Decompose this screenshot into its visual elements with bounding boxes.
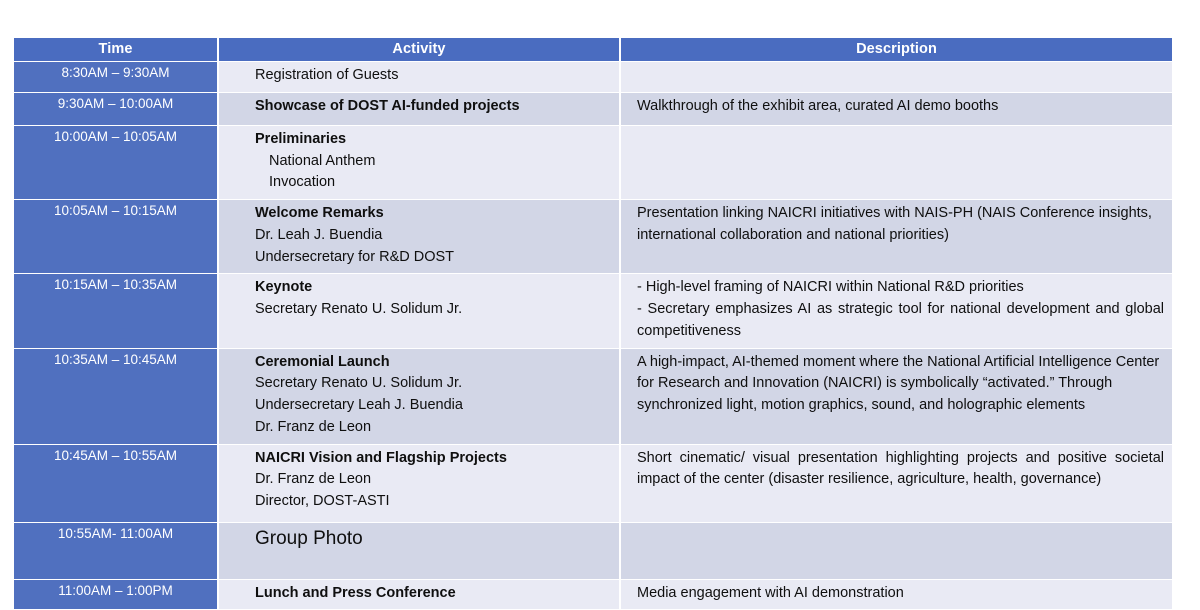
table-row <box>14 274 1172 348</box>
description-line: Short cinematic/ visual presentation highlighting projects and positive societal impact of the center (disaster resilience, agriculture, health, governance) <box>637 449 1164 488</box>
cell-time <box>14 522 218 579</box>
time-text: 9:30AM – 10:00AM <box>57 95 174 111</box>
cell-description <box>620 62 1172 93</box>
time-text: 11:00AM – 1:00PM <box>58 582 173 598</box>
activity-line: Undersecretary for R&D DOST <box>255 248 455 265</box>
table-row <box>14 522 1172 579</box>
activity-line: National Anthem <box>269 152 376 169</box>
event-agenda-table <box>14 38 1172 610</box>
cell-description <box>620 274 1172 348</box>
time-text: 10:35AM – 10:45AM <box>53 351 178 367</box>
activity-line: Dr. Franz de Leon <box>255 418 372 435</box>
cell-activity <box>218 274 620 348</box>
cell-time <box>14 125 218 199</box>
time-text: 10:05AM – 10:15AM <box>53 203 178 218</box>
cell-time <box>14 200 218 274</box>
activity-line: Keynote <box>255 279 313 296</box>
activity-line: Showcase of DOST AI-funded projects <box>255 97 520 114</box>
time-text: 10:00AM – 10:05AM <box>53 128 178 144</box>
cell-description <box>620 348 1172 444</box>
cell-activity <box>218 579 620 610</box>
table-row <box>14 92 1172 125</box>
activity-line: Registration of Guests <box>255 67 399 83</box>
table-row <box>14 444 1172 522</box>
activity-line: Welcome Remarks <box>255 205 384 221</box>
activity-line: Secretary Renato U. Solidum Jr. <box>255 375 463 392</box>
cell-activity <box>218 522 620 579</box>
cell-description <box>620 579 1172 610</box>
cell-activity <box>218 125 620 199</box>
column-header-time: Time <box>14 38 218 62</box>
cell-description <box>620 444 1172 522</box>
time-text: 8:30AM – 9:30AM <box>61 65 170 80</box>
table-row <box>14 579 1172 610</box>
cell-activity <box>218 444 620 522</box>
description-line: - Secretary emphasizes AI as strategic tool for national development and global competitiveness <box>637 301 1164 339</box>
activity-line: Lunch and Press Conference <box>255 584 456 601</box>
activity-line: Ceremonial Launch <box>255 353 390 370</box>
column-header-description: Description <box>620 38 1172 62</box>
cell-time <box>14 274 218 348</box>
description-line: A high-impact, AI-themed moment where the National Artificial Intelligence Center for Research and Innovation (NAICRI) is symbolically “activated.” Through synchronized light, motion graphics, sound, and holographic elements <box>637 353 1160 413</box>
activity-line: Invocation <box>269 174 336 191</box>
cell-time <box>14 62 218 93</box>
activity-line: Dr. Leah J. Buendia <box>255 226 383 243</box>
header-row <box>14 38 1172 62</box>
cell-time <box>14 444 218 522</box>
table-row <box>14 62 1172 93</box>
activity-line: NAICRI Vision and Flagship Projects <box>255 449 507 466</box>
time-text: 10:15AM – 10:35AM <box>53 277 178 293</box>
activity-line: Group Photo <box>255 527 363 549</box>
cell-activity <box>218 200 620 274</box>
activity-line: Director, DOST-ASTI <box>255 493 390 509</box>
table-row <box>14 200 1172 274</box>
table-row <box>14 125 1172 199</box>
cell-description <box>620 522 1172 579</box>
cell-activity <box>218 62 620 93</box>
activity-line: Preliminaries <box>255 130 347 147</box>
cell-description <box>620 92 1172 125</box>
description-line: Media engagement with AI demonstration <box>637 584 904 601</box>
activity-line: Undersecretary Leah J. Buendia <box>255 397 463 413</box>
description-line: Presentation linking NAICRI initiatives with NAIS-PH (NAIS Conference insights, international collaboration and national priorities) <box>637 205 1152 243</box>
cell-time <box>14 348 218 444</box>
time-text: 10:55AM- 11:00AM <box>57 525 174 541</box>
cell-description <box>620 200 1172 274</box>
time-text: 10:45AM – 10:55AM <box>53 447 178 463</box>
table-header <box>14 38 1172 62</box>
cell-activity <box>218 348 620 444</box>
column-header-activity: Activity <box>218 38 620 62</box>
cell-time <box>14 92 218 125</box>
description-line: Walkthrough of the exhibit area, curated AI demo booths <box>637 97 999 114</box>
table-row <box>14 348 1172 444</box>
table-body <box>14 62 1172 610</box>
activity-line: Dr. Franz de Leon <box>255 471 372 488</box>
activity-line: Secretary Renato U. Solidum Jr. <box>255 301 463 317</box>
agenda-table-container <box>14 38 1172 610</box>
cell-activity <box>218 92 620 125</box>
description-line: - High-level framing of NAICRI within National R&D priorities <box>637 279 1024 296</box>
cell-time <box>14 579 218 610</box>
cell-description <box>620 125 1172 199</box>
